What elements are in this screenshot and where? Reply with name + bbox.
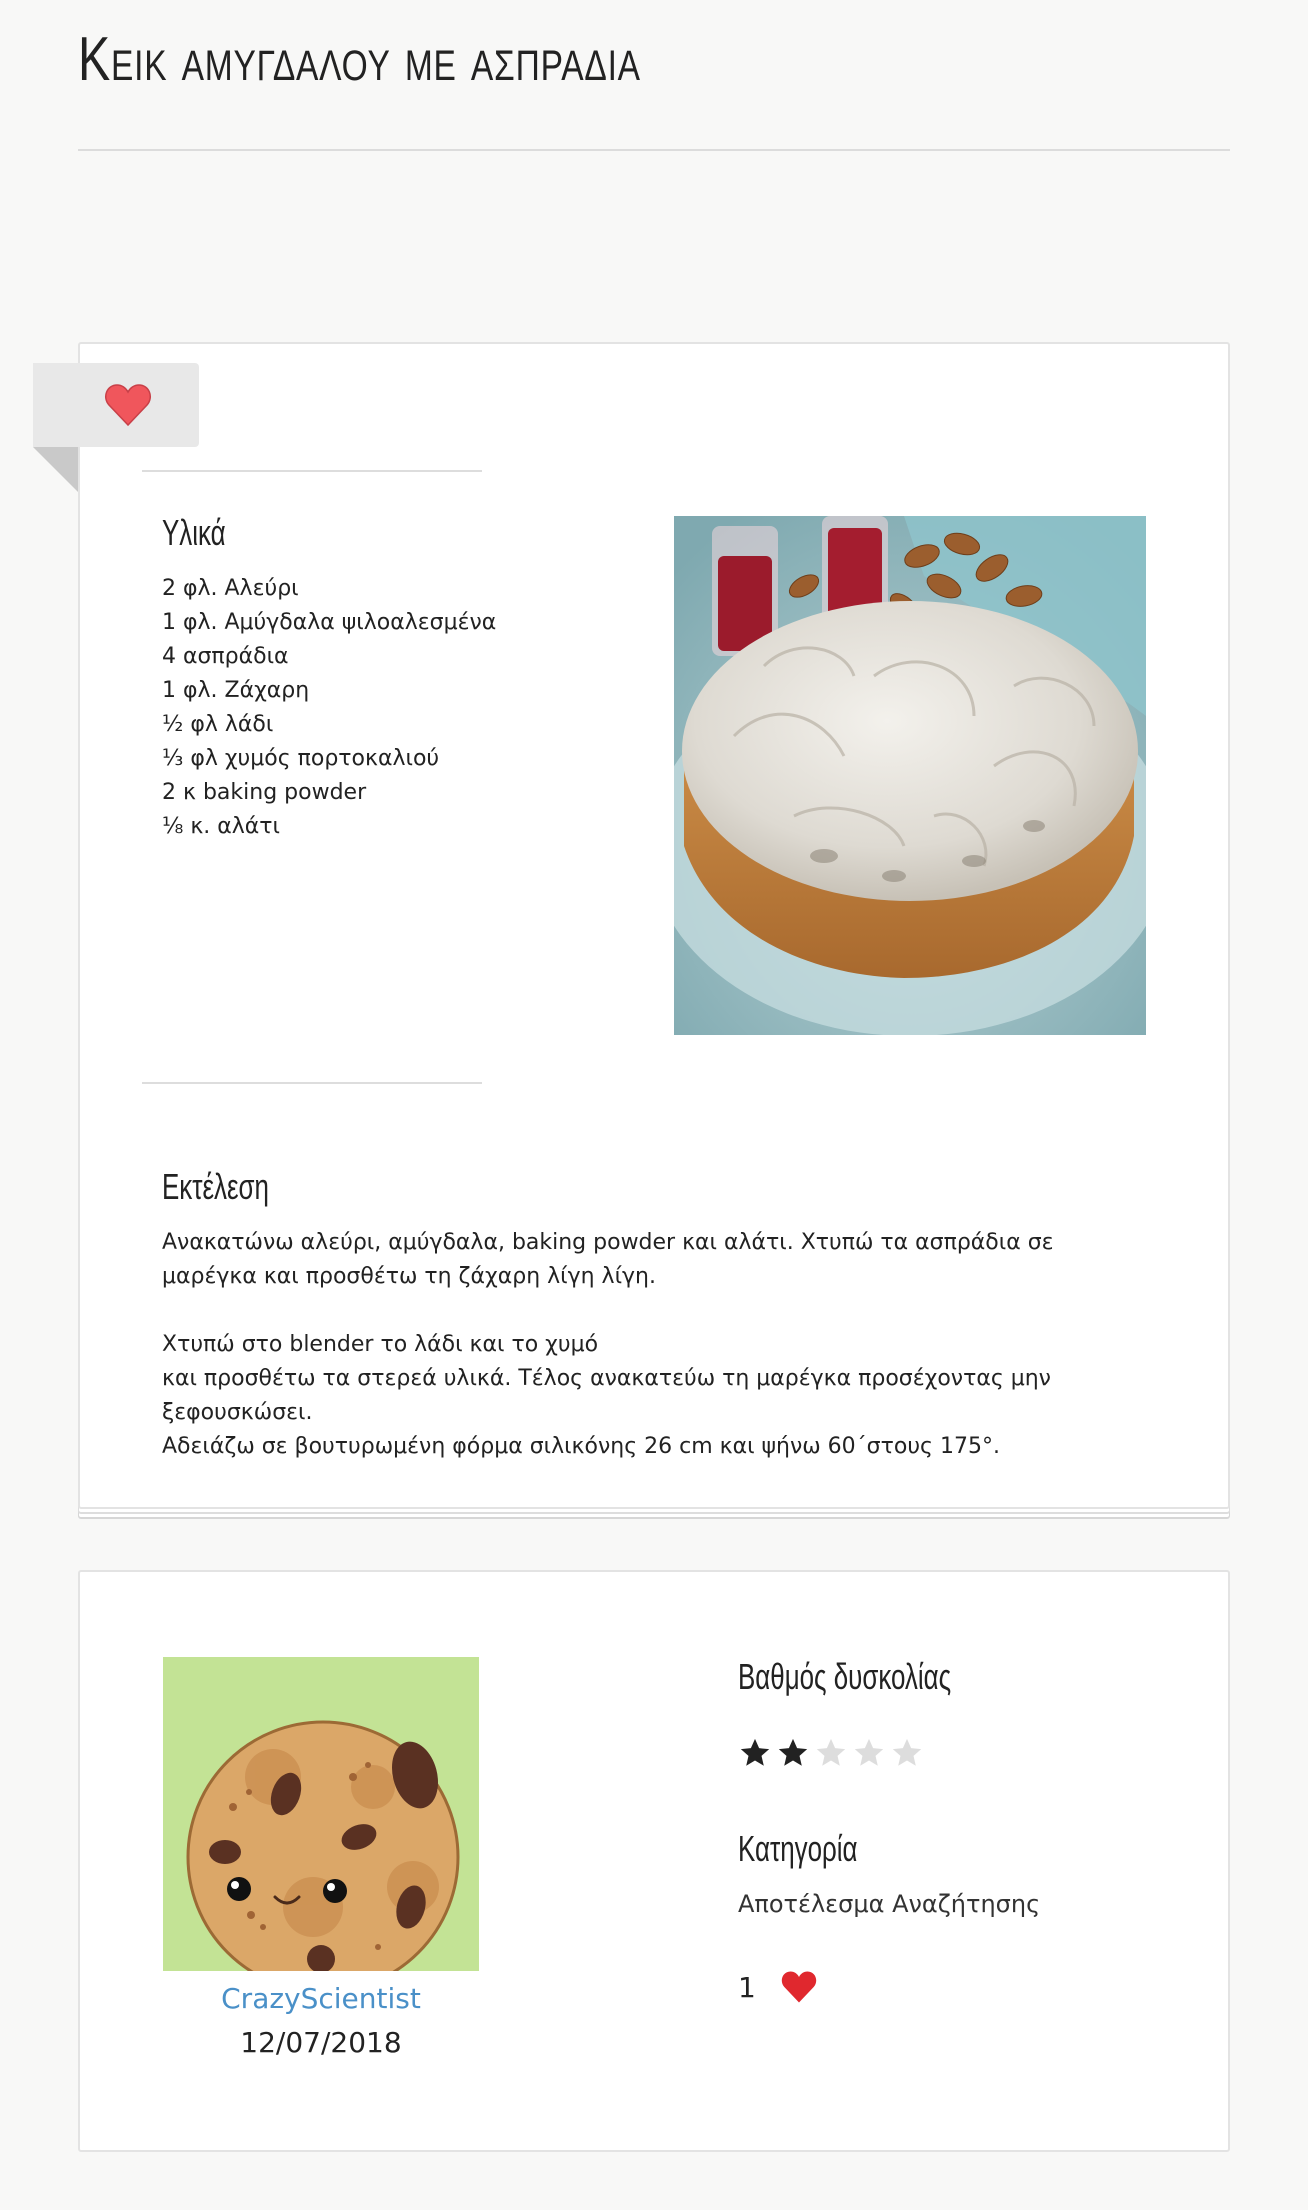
ingredient-item: 1 φλ. Αμύγδαλα ψιλοαλεσμένα [162,610,497,635]
recipe-photo [674,516,1146,1035]
title-divider [78,149,1230,151]
ingredient-item: 2 κ baking powder [162,780,367,805]
ingredient-item: ⅓ φλ χυμός πορτοκαλιού [162,746,440,771]
instructions-paragraph: Ανακατώνω αλεύρι, αμύγδαλα, baking powder και αλάτι. Χτυπώ τα ασπράδια σε μαρέγκα και προσθέτω τη ζάχαρη λίγη λίγη. [162,1230,1054,1289]
star-icon[interactable] [738,1736,772,1770]
ingredients-bottom-divider [142,1082,482,1084]
like-heart-icon[interactable] [780,1970,818,2004]
star-icon[interactable] [890,1736,924,1770]
recipe-date: 12/07/2018 [240,2026,402,2059]
difficulty-heading: Βαθμός δυσκολίας [738,1656,952,1697]
star-icon[interactable] [814,1736,848,1770]
category-value[interactable]: Αποτέλεσμα Αναζήτησης [738,1890,1041,1918]
instructions-line: Χτυπώ στο blender το λάδι και το χυμό [162,1332,599,1357]
ingredients-heading: Υλικά [162,512,226,553]
ingredient-item: 4 ασπράδια [162,644,289,669]
ingredients-top-divider [142,470,482,472]
favorite-ribbon-fold [33,447,78,492]
ingredient-item: 1 φλ. Ζάχαρη [162,678,310,703]
execution-heading: Εκτέλεση [162,1166,269,1207]
likes-count: 1 [738,1970,756,2004]
difficulty-rating [738,1736,924,1770]
instructions-line: Αδειάζω σε βουτυρωμένη φόρμα σιλικόνης 26 cm και ψήνω 60΄στους 175°. [162,1434,1000,1459]
star-icon[interactable] [852,1736,886,1770]
instructions-text [162,1226,1152,1464]
instructions-line: και προσθέτω τα στερεά υλικά. Τέλος ανακατεύω τη μαρέγκα προσέχοντας μην ξεφουσκώσει. [162,1366,1051,1425]
category-heading: Κατηγορία [738,1828,858,1869]
star-icon[interactable] [776,1736,810,1770]
author-link[interactable]: CrazyScientist [221,1982,421,2015]
ingredient-item: ⅛ κ. αλάτι [162,814,280,839]
likes [738,1970,818,2004]
author-avatar[interactable] [163,1657,479,1971]
page-title: Κεικ αμυγδαλου με ασπραδια [78,25,641,94]
favorite-heart-icon[interactable] [104,383,152,427]
ingredients-list [162,572,496,844]
ingredient-item: ½ φλ λάδι [162,712,274,737]
ingredient-item: 2 φλ. Αλεύρι [162,576,299,601]
